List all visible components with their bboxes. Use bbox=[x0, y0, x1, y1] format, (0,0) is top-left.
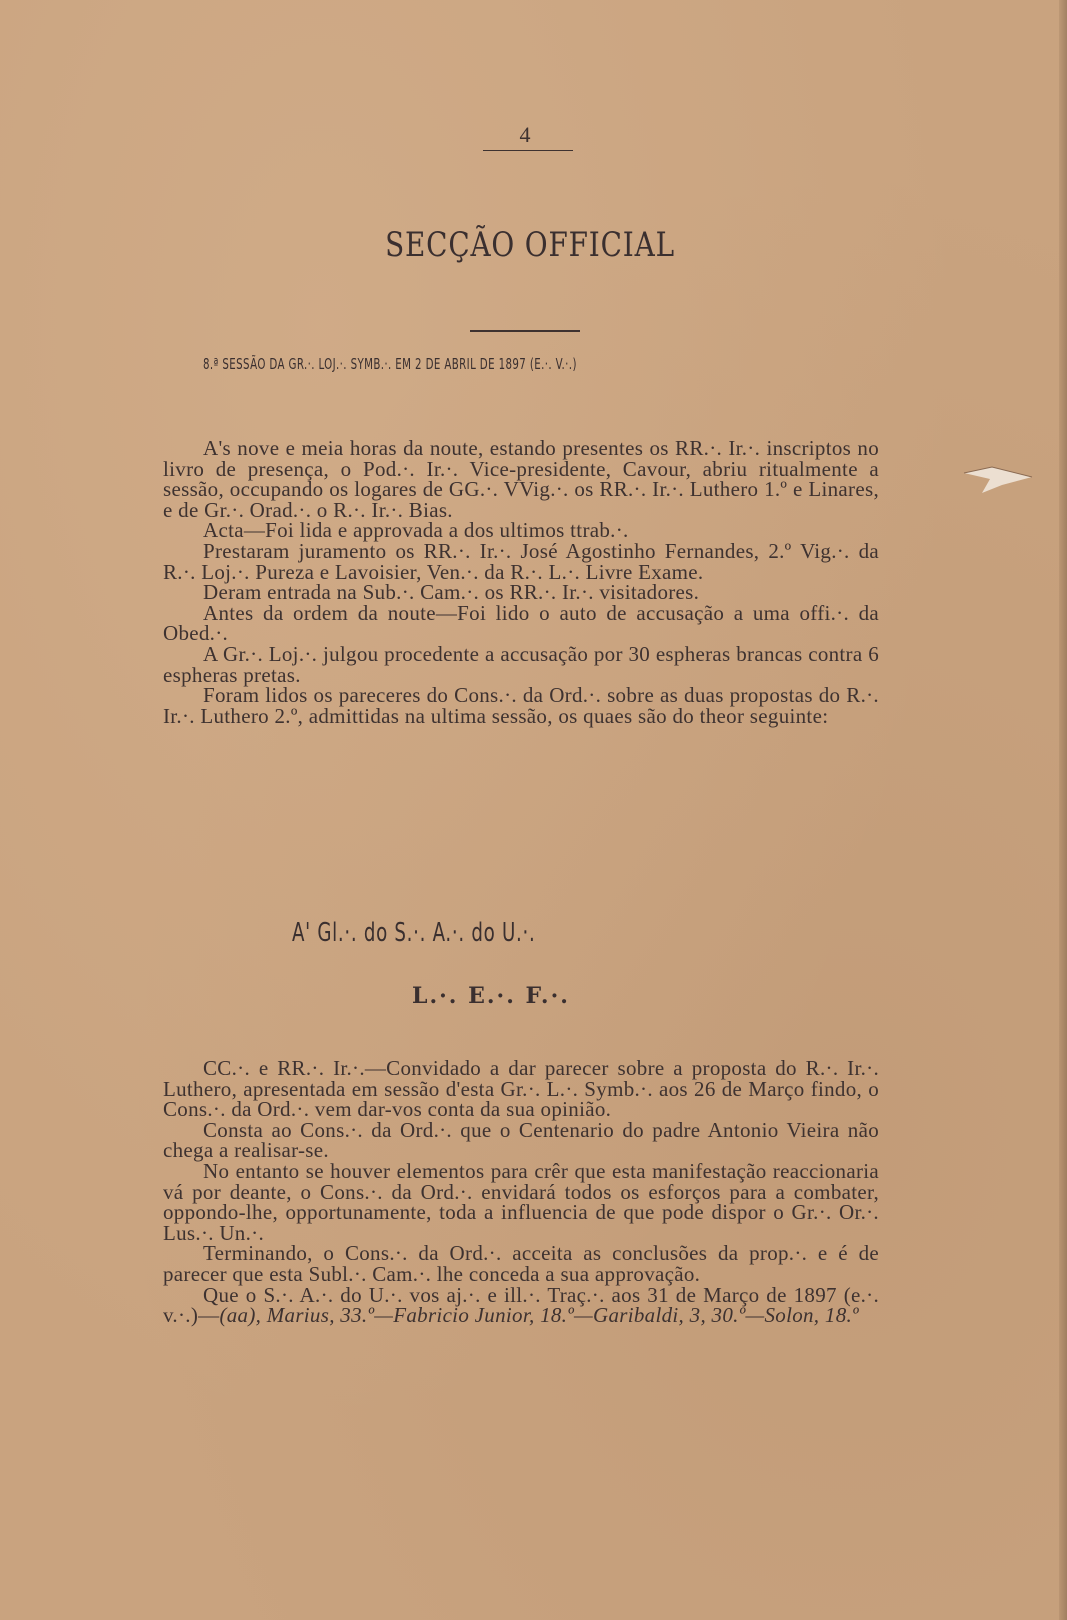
minutes-paragraph: A Gr.·. Loj.·. julgou procedente a accusação por 30 espheras brancas contra 6 espheras pretas. bbox=[163, 641, 879, 687]
signatures: (aa), Marius, 33.º—Fabricio Junior, 18.º—Garibaldi, 3, 30.º—Solon, 18.º bbox=[219, 1303, 859, 1328]
page-edge bbox=[1059, 0, 1067, 1620]
report-paragraph: No entanto se houver elementos para crêr que esta manifestação reaccionaria vá por deante, o Cons.·. da Ord.·. envidará todos os esforços para a combater, oppondo-lhe, opportunamente, toda a influencia de que pode dispor o Gr.·. Or.·. Lus.·. Un.·. bbox=[163, 1158, 879, 1245]
report-paragraph: CC.·. e RR.·. Ir.·.—Convidado a dar parecer sobre a proposta do R.·. Ir.·. Luthero, apresentada em sessão d'esta Gr.·. L.·. Symb.·. aos 26 de Março findo, o Cons.·. da Ord.·. vem dar-vos conta da sua opinião. bbox=[163, 1056, 879, 1122]
minutes-paragraph: Acta—Foi lida e approvada a dos ultimos ttrab.·. bbox=[203, 518, 629, 543]
report-paragraph: Terminando, o Cons.·. da Ord.·. acceita as conclusões da prop.·. e é de parecer que esta Subl.·. Cam.·. lhe conceda a sua approvação. bbox=[163, 1241, 879, 1286]
minutes-paragraph: Prestaram juramento os RR.·. Ir.·. José Agostinho Fernandes, 2.º Vig.·. da R.·. Loj.·. Pureza e Lavoisier, Ven.·. da R.·. L.·. Livre Exame. bbox=[163, 538, 879, 584]
page-number-rule bbox=[483, 150, 573, 151]
report-address-heading: A' Gl.·. do S.·. A.·. do U.·. bbox=[292, 918, 536, 948]
report-block bbox=[163, 1058, 879, 1326]
title-rule bbox=[470, 330, 580, 332]
minutes-paragraph: Antes da ordem da noute—Foi lido o auto de accusação a uma offi.·. da Obed.·. bbox=[163, 600, 879, 646]
minutes-paragraph: Deram entrada na Sub.·. Cam.·. os RR.·. Ir.·. visitadores. bbox=[203, 580, 700, 605]
minutes-paragraph: Foram lidos os pareceres do Cons.·. da Ord.·. sobre as duas propostas do R.·. Ir.·. Luthero 2.º, admittidas na ultima sessão, os quaes são do theor seguinte: bbox=[163, 683, 879, 728]
minutes-paragraph: A's nove e meia horas da noute, estando presentes os RR.·. Ir.·. inscriptos no livro de presença, o Pod.·. Ir.·. Vice-presidente, Cavour, abriu ritualmente a sessão, occupando os logares de GG.·. VVig.·. os RR.·. Ir.·. Luthero 1.º e Linares, e de Gr.·. Orad.·. o R.·. Ir.·. Bias. bbox=[163, 436, 879, 522]
paper-tear-mark bbox=[962, 465, 1034, 495]
session-header: 8.ª SESSÃO DA GR.·. LOJ.·. SYMB.·. EM 2 DE ABRIL DE 1897 (E.·. V.·.) bbox=[203, 355, 577, 373]
lodge-initials: L.·. E.·. F.·. bbox=[412, 983, 570, 1009]
minutes-block bbox=[163, 438, 879, 726]
section-title: SECÇÃO OFFICIAL bbox=[385, 225, 675, 265]
closing-text: Que o S.·. A.·. do U.·. vos aj.·. e ill.·. Traç.·. aos 31 de Março de 1897 (e.·. v.·.)— bbox=[163, 1282, 879, 1328]
page-number: 4 bbox=[519, 122, 531, 147]
report-paragraph: Consta ao Cons.·. da Ord.·. que o Centenario do padre Antonio Vieira não chega a realisar-se. bbox=[163, 1117, 879, 1163]
report-closing bbox=[163, 1282, 879, 1328]
